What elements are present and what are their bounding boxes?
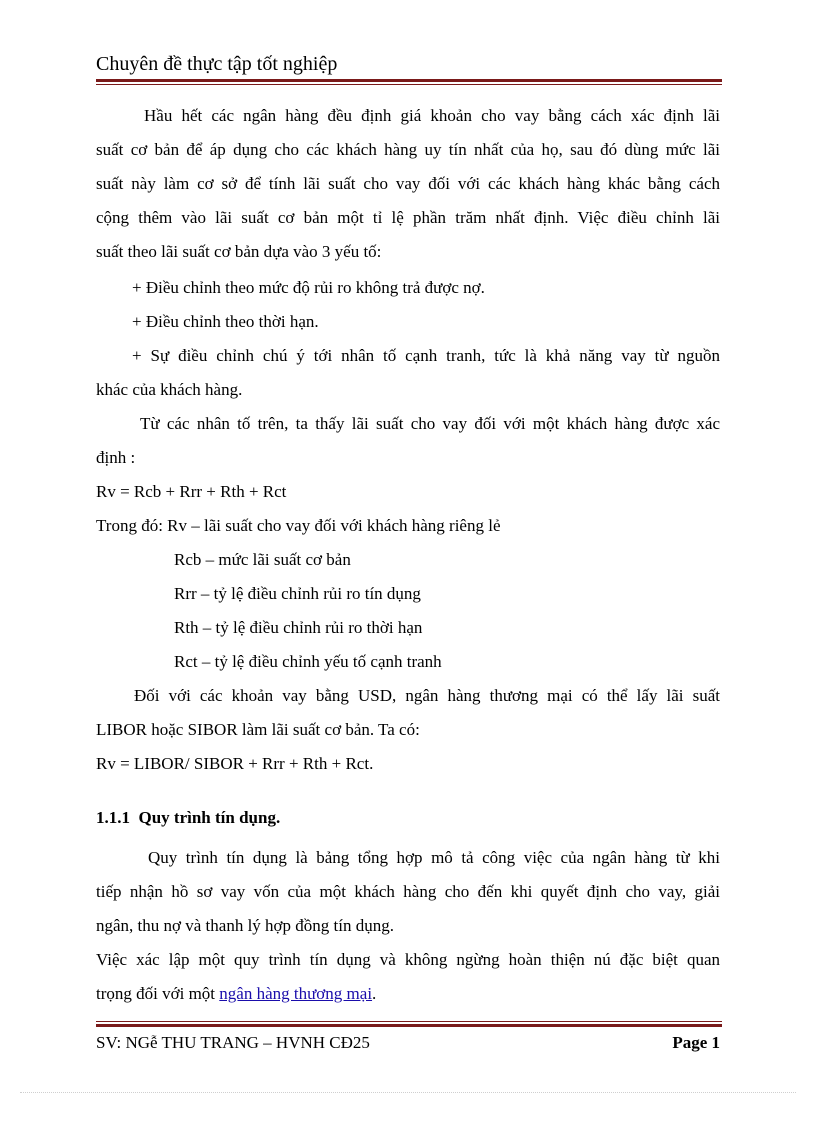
- list-item: + Sự điều chỉnh chú ý tới nhân tố cạnh tranh, tức là khả năng vay từ nguồn: [132, 346, 720, 365]
- paragraph-line: cộng thêm vào lãi suất cơ bản một tỉ lệ phần trăm nhất định. Việc điều chỉnh lãi: [96, 208, 720, 227]
- definition-line: Rcb – mức lãi suất cơ bản: [174, 550, 351, 569]
- last-line-suffix: .: [372, 984, 377, 1003]
- paragraph-line: suất theo lãi suất cơ bản dựa vào 3 yếu tố:: [96, 242, 382, 261]
- formula: Rv = Rcb + Rrr + Rth + Rct: [96, 482, 287, 501]
- paragraph-line: định :: [96, 448, 136, 467]
- last-line-text: trọng đối với một: [96, 984, 220, 1003]
- section-title: Quy trình tín dụng.: [138, 808, 281, 827]
- list-item-continuation: khác của khách hàng.: [96, 380, 243, 399]
- section-heading: [96, 806, 280, 830]
- paragraph-line: tiếp nhận hồ sơ vay vốn của một khách hàng cho đến khi quyết định cho vay, giải: [96, 882, 720, 901]
- paragraph-line: Từ các nhân tố trên, ta thấy lãi suất cho vay đối với một khách hàng được xác: [140, 414, 720, 433]
- section-number: 1.1.1: [96, 808, 130, 827]
- paragraph-line: ngân, thu nợ và thanh lý hợp đồng tín dụng.: [96, 916, 394, 935]
- definition-line: Rth – tỷ lệ điều chỉnh rủi ro thời hạn: [174, 618, 423, 637]
- formula: Rv = LIBOR/ SIBOR + Rrr + Rth + Rct.: [96, 754, 374, 773]
- bank-link[interactable]: ngân hàng thương mại: [219, 984, 373, 1003]
- header-rule: [96, 79, 722, 85]
- footer-rule: [96, 1021, 722, 1027]
- paragraph-line: LIBOR hoặc SIBOR làm lãi suất cơ bản. Ta có:: [96, 720, 420, 739]
- footer-author: SV: NGễ THU TRANG – HVNH CĐ25: [96, 1033, 370, 1052]
- paragraph-line: suất cơ bản để áp dụng cho các khách hàng uy tín nhất của họ, sau đó dùng mức lãi: [96, 140, 720, 159]
- paragraph-line: Việc xác lập một quy trình tín dụng và không ngừng hoàn thiện nú đặc biệt quan: [96, 950, 720, 969]
- list-item: + Điều chỉnh theo thời hạn.: [132, 312, 319, 331]
- paragraph-line: Đối với các khoản vay bằng USD, ngân hàng thương mại có thể lấy lãi suất: [134, 686, 720, 705]
- page-edge-divider: [20, 1092, 796, 1093]
- definition-line: Rrr – tỷ lệ điều chỉnh rủi ro tín dụng: [174, 584, 421, 603]
- paragraph-line: Quy trình tín dụng là bảng tổng hợp mô tả công việc của ngân hàng từ khi: [148, 848, 720, 867]
- page-number: Page 1: [672, 1033, 720, 1052]
- definition-line: Rct – tỷ lệ điều chỉnh yếu tố cạnh tranh: [174, 652, 442, 671]
- definition-line: Trong đó: Rv – lãi suất cho vay đối với khách hàng riêng lẻ: [96, 516, 501, 535]
- paragraph-line: suất này làm cơ sở để tính lãi suất cho vay đối với các khách hàng khác bằng cách: [96, 174, 720, 193]
- page-header-title: Chuyên đề thực tập tốt nghiệp: [96, 53, 338, 75]
- paragraph-line: Hầu hết các ngân hàng đều định giá khoản cho vay bằng cách xác định lãi: [144, 106, 720, 125]
- paragraph-line: [96, 982, 376, 1006]
- list-item: + Điều chỉnh theo mức độ rủi ro không trả được nợ.: [132, 278, 485, 297]
